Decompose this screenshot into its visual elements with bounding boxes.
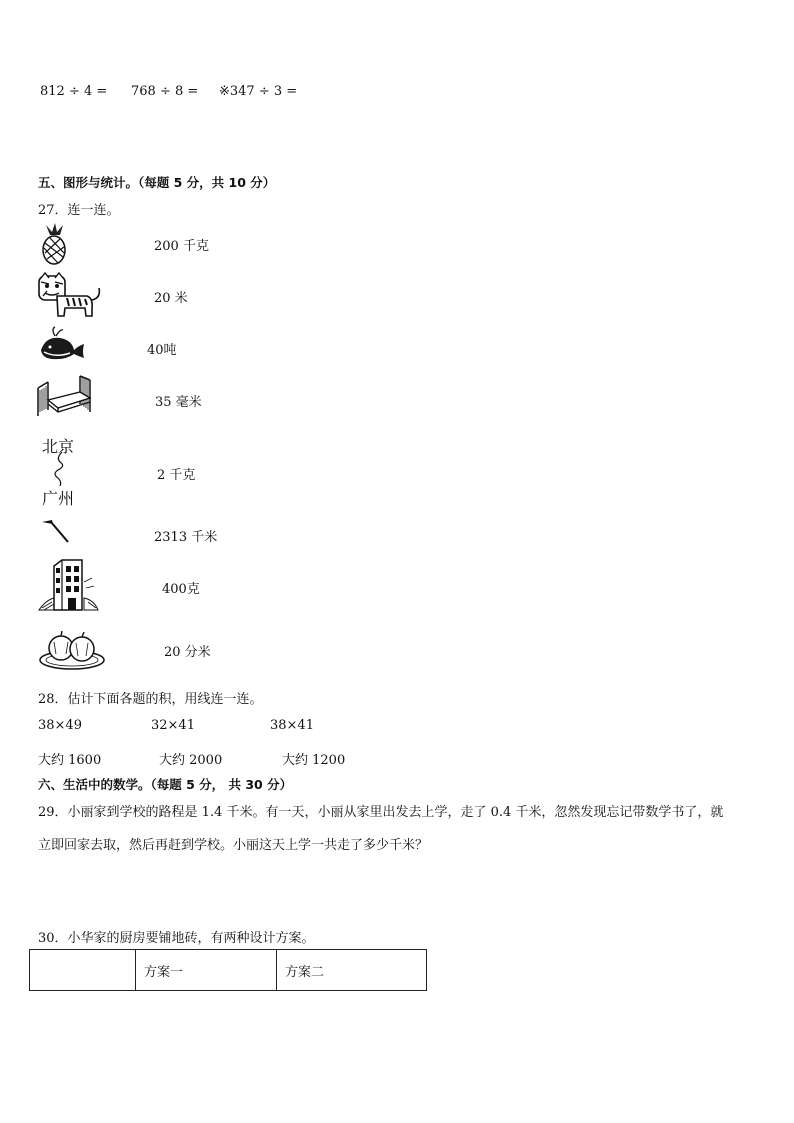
estimate-2: 大约 2000 [159, 753, 223, 768]
unit-option-2: 20 米 [154, 291, 188, 306]
whale-icon [38, 326, 88, 362]
tiger-icon [37, 272, 103, 318]
unit-option-8: 20 分米 [164, 645, 211, 660]
table-header-plan-1: 方案一 [136, 950, 277, 991]
table-header-blank [30, 950, 136, 991]
section-5-heading: 五、图形与统计。（每题 5 分，共 10 分） [38, 175, 276, 190]
section-6-heading: 六、生活中的数学。（每题 5 分， 共 30 分） [38, 777, 293, 792]
unit-option-6: 2313 千米 [154, 530, 218, 545]
question-29-line-2: 立即回家去取，然后再赶到学校。小丽这天上学一共走了多少千米？ [38, 838, 429, 853]
building-icon [38, 558, 100, 612]
table-header-plan-2: 方案二 [277, 950, 427, 991]
question-29-line-1: 29．小丽家到学校的路程是 1.4 千米。有一天，小丽从家里出发去上学，走了 0.4 千米，忽然发现忘记带数学书了，就 [38, 805, 724, 820]
estimate-1: 大约 1600 [38, 753, 102, 768]
question-28-title: 28．估计下面各题的积，用线连一连。 [38, 692, 263, 707]
bed-icon [36, 374, 92, 418]
expression-2: 32×41 [151, 718, 195, 733]
division-problem-1: 812 ÷ 4 = [40, 84, 108, 99]
division-problem-2: 768 ÷ 8 = [131, 84, 199, 99]
expression-1: 38×49 [38, 718, 82, 733]
unit-option-1: 200 千克 [154, 239, 209, 254]
question-27-title: 27．连一连。 [38, 203, 120, 218]
route-line-icon [40, 452, 84, 486]
unit-option-3: 40吨 [147, 343, 177, 358]
unit-option-7: 400克 [162, 582, 200, 597]
table-row [30, 950, 427, 991]
unit-option-4: 35 毫米 [155, 395, 202, 410]
unit-option-5: 2 千克 [157, 468, 196, 483]
question-30-title: 30．小华家的厨房要铺地砖，有两种设计方案。 [38, 931, 315, 946]
route-label-beijing: 北京 [42, 437, 75, 456]
route-label-guangzhou: 广州 [42, 489, 75, 508]
nail-icon [40, 518, 70, 544]
division-problem-3: ※347 ÷ 3 = [219, 84, 298, 99]
design-plan-table [29, 949, 427, 991]
expression-3: 38×41 [270, 718, 314, 733]
apples-on-plate-icon [38, 628, 106, 670]
pineapple-icon [38, 223, 72, 265]
beijing-guangzhou-route-icon [40, 432, 84, 506]
estimate-3: 大约 1200 [282, 753, 346, 768]
